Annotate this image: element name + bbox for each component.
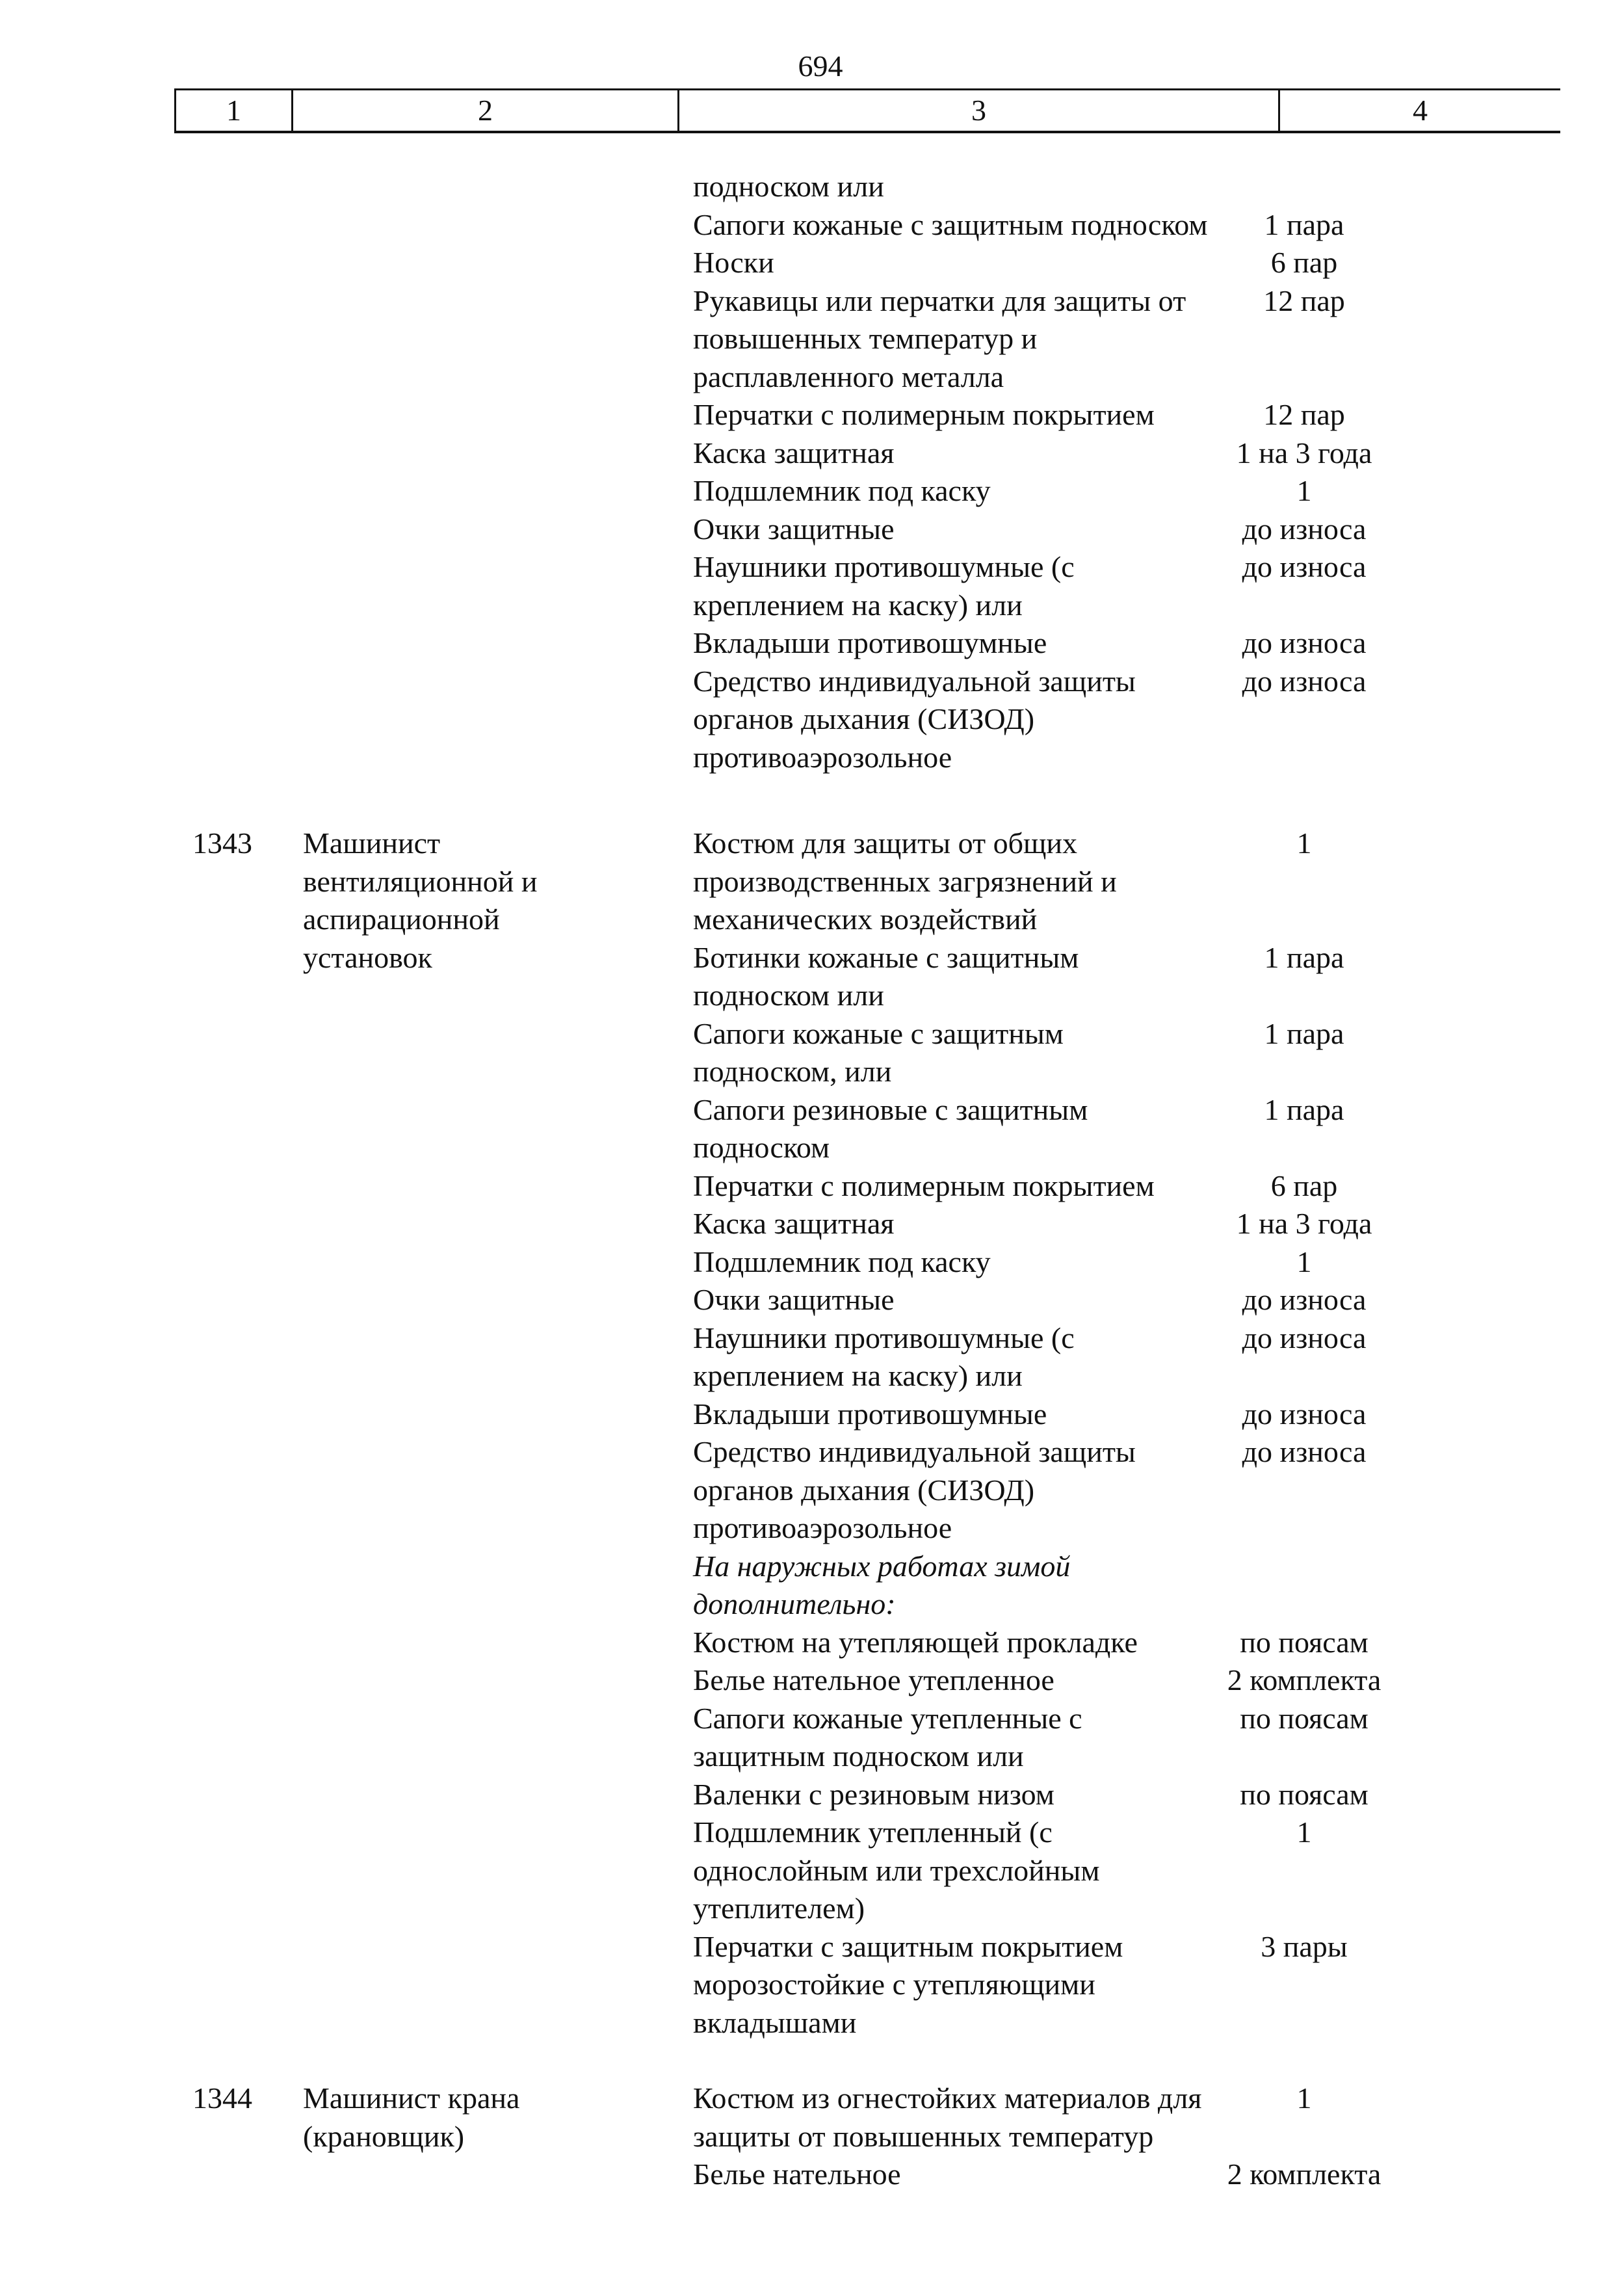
entry-item-desc-line: Очки защитные	[693, 1283, 895, 1316]
entry-title-line: Машинист крана	[303, 2081, 520, 2115]
continuation-item-desc-line: Перчатки с полимерным покрытием	[693, 398, 1155, 431]
entry-item-qty: 1 пара	[1264, 940, 1344, 974]
continuation-item-qty: до износа	[1242, 664, 1367, 698]
table-header	[174, 88, 1560, 133]
entry-item-qty: 1 пара	[1264, 1092, 1344, 1126]
entry-item-desc-line: однослойным или трехслойным	[693, 1853, 1100, 1887]
continuation-item-qty: до износа	[1242, 550, 1367, 583]
entry-item-desc-line: креплением на каску) или	[693, 1359, 1023, 1392]
entry-item-desc-line: противоаэрозольное	[693, 1511, 952, 1544]
continuation-item-qty: до износа	[1242, 626, 1367, 659]
continuation-item-desc-line: креплением на каску) или	[693, 588, 1023, 622]
continuation-item-desc-line: органов дыхания (СИЗОД)	[693, 702, 1035, 735]
entry-item-desc-line: морозостойкие с утепляющими	[693, 1968, 1095, 2001]
continuation-item-desc-line: Носки	[693, 246, 774, 279]
entry-item-qty: по поясам	[1240, 1777, 1369, 1811]
entry-item-desc-line: Каска защитная	[693, 1207, 895, 1240]
continuation-item-qty: 12 пар	[1263, 284, 1345, 317]
continuation-item-desc-line: Каска защитная	[693, 436, 895, 469]
entry-item-desc-line: Перчатки с защитным покрытием	[693, 1929, 1123, 1963]
entry-item-desc-line: Вкладыши противошумные	[693, 1397, 1047, 1431]
page-number: 694	[798, 49, 843, 83]
header-col-3: 3	[677, 90, 1278, 131]
entry-item-desc-line: Костюм на утепляющей прокладке	[693, 1625, 1138, 1659]
continuation-item-qty: 1	[1296, 474, 1312, 507]
entry-item-desc-line: утеплителем)	[693, 1892, 865, 1925]
entry-item-desc-line: Средство индивидуальной защиты	[693, 1435, 1136, 1468]
entry-item-desc-line: Подшлемник под каску	[693, 1245, 991, 1278]
continuation-item-desc-line: Очки защитные	[693, 512, 895, 546]
entry-item-qty: 1 пара	[1264, 1016, 1344, 1050]
entry-item-desc-line: дополнительно:	[693, 1587, 896, 1620]
continuation-item-desc-line: Вкладыши противошумные	[693, 626, 1047, 659]
entry-item-qty: до износа	[1242, 1435, 1367, 1468]
entry-item-qty: 2 комплекта	[1227, 1663, 1382, 1696]
continuation-item-qty: до износа	[1242, 512, 1367, 546]
entry-item-desc-line: Валенки с резиновым низом	[693, 1777, 1054, 1811]
entry-item-desc-line: Белье нательное	[693, 2157, 901, 2191]
entry-item-qty: 6 пар	[1270, 1168, 1338, 1202]
entry-item-qty: по поясам	[1240, 1701, 1369, 1735]
entry-item-desc-line: подноском	[693, 1131, 830, 1164]
entry-item-qty: до износа	[1242, 1283, 1367, 1316]
entry-item-qty: 1	[1296, 1245, 1312, 1278]
continuation-item-desc-line: Подшлемник под каску	[693, 474, 991, 507]
header-col-1: 1	[174, 90, 291, 131]
entry-item-desc-line: На наружных работах зимой	[693, 1549, 1071, 1583]
entry-title-line: аспирационной	[303, 903, 500, 936]
entry-item-desc-line: органов дыхания (СИЗОД)	[693, 1473, 1035, 1507]
entry-item-desc-line: производственных загрязнений и	[693, 864, 1117, 898]
entry-item-desc-line: Сапоги кожаные с защитным	[693, 1016, 1064, 1050]
entry-title-line: установок	[303, 940, 432, 974]
header-col-2: 2	[291, 90, 677, 131]
entry-item-qty: по поясам	[1240, 1625, 1369, 1659]
entry-number: 1343	[192, 826, 252, 860]
entry-title-line: (крановщик)	[303, 2119, 465, 2153]
continuation-item-desc-line: Наушники противошумные (с	[693, 550, 1075, 583]
entry-item-desc-line: вкладышами	[693, 2005, 857, 2039]
entry-item-desc-line: Белье нательное утепленное	[693, 1663, 1054, 1696]
entry-item-desc-line: Перчатки с полимерным покрытием	[693, 1168, 1155, 1202]
entry-item-qty: 2 комплекта	[1227, 2157, 1382, 2191]
entry-item-desc-line: Костюм для защиты от общих	[693, 826, 1078, 860]
entry-item-desc-line: защитным подноском или	[693, 1739, 1024, 1773]
continuation-item-desc-line: расплавленного металла	[693, 360, 1004, 393]
entry-item-qty: 1	[1296, 826, 1312, 860]
continuation-item-qty: 6 пар	[1270, 246, 1338, 279]
entry-item-desc-line: подноском, или	[693, 1055, 892, 1088]
entry-item-qty: 1	[1296, 1815, 1312, 1849]
continuation-item-desc-line: противоаэрозольное	[693, 740, 952, 774]
entry-number: 1344	[192, 2081, 252, 2115]
entry-item-desc-line: Наушники противошумные (с	[693, 1321, 1075, 1354]
entry-item-qty: до износа	[1242, 1321, 1367, 1354]
entry-item-desc-line: Сапоги кожаные утепленные с	[693, 1701, 1082, 1735]
continuation-item-qty: 1 пара	[1264, 207, 1344, 241]
entry-item-desc-line: защиты от повышенных температур	[693, 2119, 1154, 2153]
entry-item-qty: 1 на 3 года	[1236, 1207, 1372, 1240]
continuation-item-desc-line: подноском или	[693, 170, 884, 203]
entry-item-desc-line: Подшлемник утепленный (с	[693, 1815, 1053, 1849]
entry-item-desc-line: Сапоги резиновые с защитным	[693, 1092, 1088, 1126]
entry-title-line: вентиляционной и	[303, 864, 538, 898]
continuation-item-desc-line: Сапоги кожаные с защитным подноском	[693, 207, 1208, 241]
entry-title-line: Машинист	[303, 826, 441, 860]
header-col-4: 4	[1278, 90, 1560, 131]
continuation-item-desc-line: Средство индивидуальной защиты	[693, 664, 1136, 698]
entry-item-desc-line: подноском или	[693, 979, 884, 1012]
entry-item-desc-line: Ботинки кожаные с защитным	[693, 940, 1079, 974]
continuation-item-desc-line: повышенных температур и	[693, 322, 1038, 355]
entry-item-desc-line: Костюм из огнестойких материалов для	[693, 2081, 1202, 2115]
entry-item-desc-line: механических воздействий	[693, 903, 1038, 936]
continuation-item-qty: 12 пар	[1263, 398, 1345, 431]
continuation-item-qty: 1 на 3 года	[1236, 436, 1372, 469]
continuation-item-desc-line: Рукавицы или перчатки для защиты от	[693, 284, 1186, 317]
entry-item-qty: 3 пары	[1261, 1929, 1348, 1963]
entry-item-qty: до износа	[1242, 1397, 1367, 1431]
entry-item-qty: 1	[1296, 2081, 1312, 2115]
